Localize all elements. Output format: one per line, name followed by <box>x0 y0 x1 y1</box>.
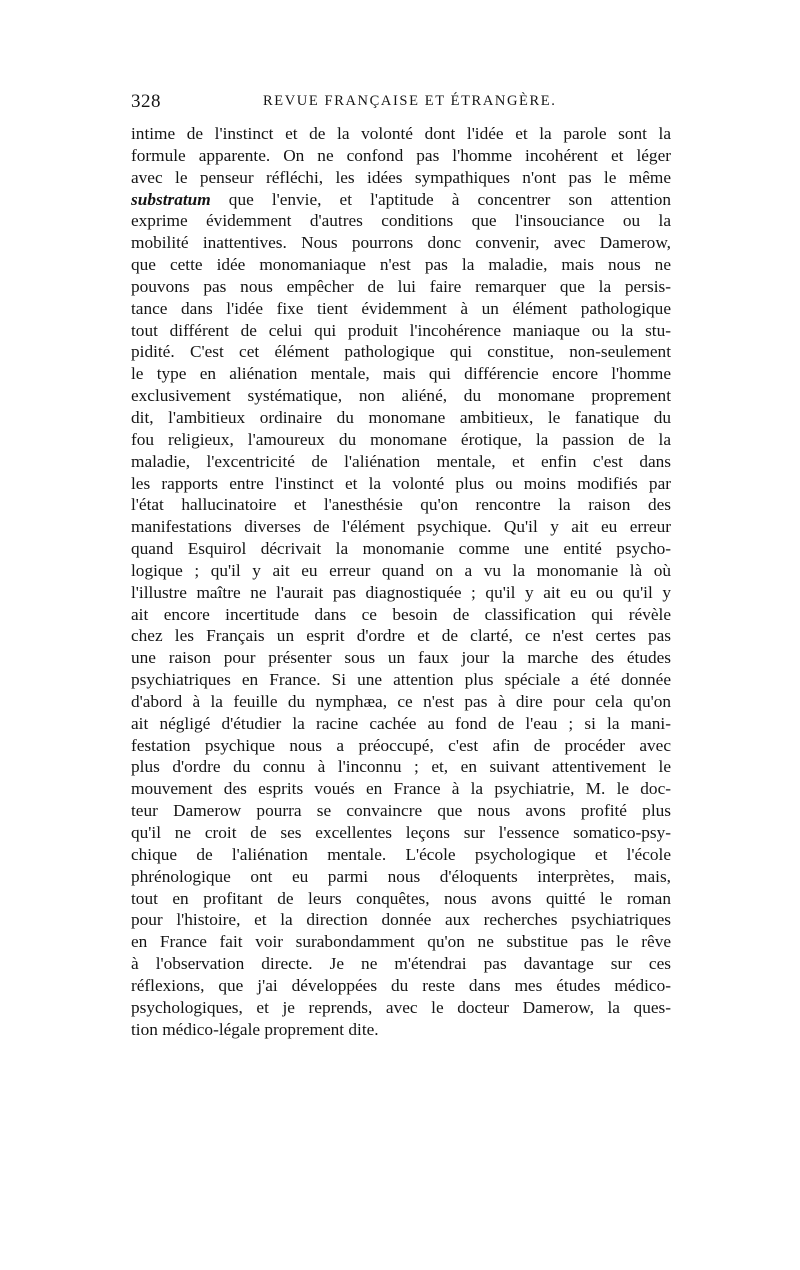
text-line: maladie, l'excentricité de l'aliénation mentale, et enfin c'est dans <box>131 451 671 471</box>
text-line: dit, l'ambitieux ordinaire du monomane ambitieux, le fanatique du <box>131 407 671 427</box>
text-line: réflexions, que j'ai développées du reste dans mes études médico- <box>131 975 671 995</box>
text-line: l'état hallucinatoire et l'anesthésie qu'on rencontre la raison des <box>131 495 671 515</box>
text-line: tance dans l'idée fixe tient évidemment à un élément pathologique <box>131 298 671 318</box>
text-line: tout en profitant de leurs conquêtes, nous avons quitté le roman <box>131 888 671 908</box>
text-line: le type en aliénation mentale, mais qui différencie encore l'homme <box>131 364 671 384</box>
text-line: tion médico-légale proprement dite. <box>131 1019 379 1039</box>
body-paragraph <box>131 123 671 1040</box>
text-line: qu'il ne croit de ses excellentes leçons sur l'essence somatico-psy- <box>131 823 671 842</box>
text-line: plus d'ordre du connu à l'inconnu ; et, en suivant attentivement le <box>131 757 671 777</box>
text-line: l'illustre maître ne l'aurait pas diagnostiquée ; qu'il y ait eu ou qu'il y <box>131 582 671 602</box>
text-line: psychiatriques en France. Si une attention plus spéciale a été donnée <box>131 670 671 690</box>
text-line: teur Damerow pourra se convaincre que nous avons profité plus <box>131 801 671 821</box>
text-line: les rapports entre l'instinct et la volonté plus ou moins modifiés par <box>131 473 671 493</box>
text-line: ait négligé d'étudier la racine cachée au fond de l'eau ; si la mani- <box>131 713 671 733</box>
page-number: 328 <box>131 91 161 112</box>
text-line: festation psychique nous a préoccupé, c'est afin de procéder avec <box>131 735 671 755</box>
text-line: pouvons pas nous empêcher de lui faire remarquer que la persis- <box>131 276 671 296</box>
text-line: mobilité inattentives. Nous pourrons donc convenir, avec Damerow, <box>131 233 671 253</box>
text-line: tout différent de celui qui produit l'incohérence maniaque ou la stu- <box>131 320 671 340</box>
text-line: intime de l'instinct et de la volonté dont l'idée et la parole sont la <box>131 124 671 143</box>
text-line: mouvement des esprits voués en France à la psychiatrie, M. le doc- <box>131 779 671 799</box>
text-line: une raison pour présenter sous un faux jour la marche des études <box>131 648 671 668</box>
text-line: phrénologique ont eu parmi nous d'éloquents interprètes, mais, <box>131 866 671 886</box>
text-line: que cette idée monomaniaque n'est pas la maladie, mais nous ne <box>131 255 671 275</box>
text-line: exprime évidemment d'autres conditions que l'insouciance ou la <box>131 211 671 231</box>
text-line: pidité. C'est cet élément pathologique qui constitue, non-seulement <box>131 342 671 362</box>
text-line: chique de l'aliénation mentale. L'école psychologique et l'école <box>131 844 671 864</box>
text-line <box>131 189 671 211</box>
text-line: psychologiques, et je reprends, avec le docteur Damerow, la ques- <box>131 997 671 1017</box>
text-segment: que l'envie, et l'aptitude à concentrer son attention <box>210 189 671 209</box>
italic-term: substratum <box>131 189 211 209</box>
text-line: logique ; qu'il y ait eu erreur quand on a vu la monomanie là où <box>131 560 671 580</box>
text-line: pour l'histoire, et la direction donnée aux recherches psychiatriques <box>131 910 671 930</box>
text-line: à l'observation directe. Je ne m'étendrai pas davantage sur ces <box>131 954 671 974</box>
text-line: quand Esquirol décrivait la monomanie comme une entité psycho- <box>131 539 671 559</box>
text-line: fou religieux, l'amoureux du monomane érotique, la passion de la <box>131 429 671 449</box>
text-line: chez les Français un esprit d'ordre et de clarté, ce n'est certes pas <box>131 626 671 646</box>
running-title: REVUE FRANÇAISE ET ÉTRANGÈRE. <box>263 93 557 109</box>
text-line: exclusivement systématique, non aliéné, du monomane proprement <box>131 386 671 406</box>
running-header <box>131 91 671 117</box>
text-line: d'abord à la feuille du nymphæa, ce n'est pas à dire pour cela qu'on <box>131 691 671 711</box>
text-line: avec le penseur réfléchi, les idées sympathiques n'ont pas le même <box>131 167 671 187</box>
text-line: en France fait voir surabondamment qu'on ne substitue pas le rêve <box>131 932 671 952</box>
text-line: formule apparente. On ne confond pas l'homme incohérent et léger <box>131 145 671 165</box>
text-line: ait encore incertitude dans ce besoin de classification qui révèle <box>131 604 671 624</box>
text-line: manifestations diverses de l'élément psychique. Qu'il y ait eu erreur <box>131 517 671 537</box>
